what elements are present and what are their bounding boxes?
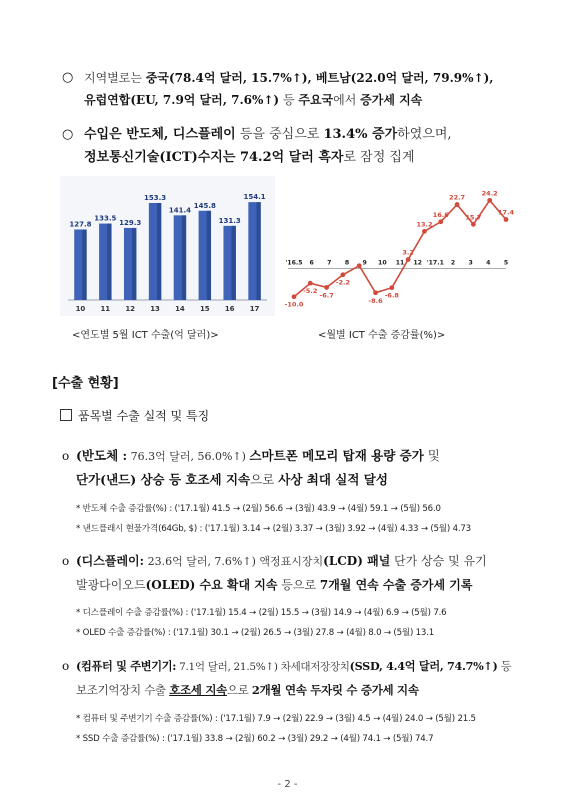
data-point: [504, 217, 509, 222]
text-bold: 2개월 연속 두자릿 수 증가세 지속: [251, 683, 419, 697]
point-value-label: -6.7: [319, 291, 334, 300]
x-tick-label: 10: [75, 305, 86, 313]
annual-export-bar-chart: [60, 176, 275, 316]
bar-shade-16: [232, 226, 236, 300]
text-bold: 사상 최대 실적 달성: [278, 472, 388, 487]
data-point: [438, 219, 443, 224]
text-bold: 유럽연합(EU, 7.9억 달러, 7.6%↑): [84, 93, 280, 107]
x-tick-label: 8: [344, 259, 350, 267]
bar-value-label: 145.8: [193, 201, 216, 210]
bar-value-label: 133.5: [94, 214, 117, 223]
text-bold: 단가(낸드) 상승 등 호조세 지속: [76, 472, 251, 487]
section-subtitle: [60, 407, 209, 424]
semiconductor-note-1: * 반도체 수출 증감률(%) : ('17.1월) 41.5 → (2월) 56.6 → (3월) 43.9 → (4월) 59.1 → (5월) 56.0: [76, 504, 441, 514]
intro-paragraph-2-line-1: [84, 127, 452, 143]
data-point: [308, 281, 313, 286]
note-text: 낸드플래시 현물가격(64Gb, $) : ('17.1월) 3.14 → (2월) 3.37 → (3월) 3.92 → (4월) 4.33 → (5월) 4.73: [82, 524, 471, 534]
text-bold: 증가세 지속: [360, 93, 423, 107]
semiconductor-line-2: [76, 472, 388, 488]
x-tick-label: 14: [175, 305, 185, 313]
point-value-label: 15.7: [465, 213, 482, 222]
point-value-label: -10.0: [284, 300, 304, 309]
monthly-growth-line-chart: [282, 176, 517, 316]
x-tick-label: 15: [199, 305, 210, 313]
text: 하였으며,: [397, 127, 452, 142]
text: 등: [497, 660, 512, 673]
text-bold: (OLED) 수요 확대 지속: [145, 578, 278, 592]
x-tick-label: '17.1: [426, 259, 444, 267]
x-tick-label: '16.5: [285, 259, 303, 267]
point-value-label: 16.6: [432, 210, 449, 219]
x-tick-label: 4: [486, 259, 491, 267]
text: 에서: [333, 93, 361, 107]
x-tick-label: 2: [450, 259, 456, 267]
intro-paragraph-2-line-2: [84, 150, 415, 166]
circle-bullet-icon: ○: [62, 127, 74, 142]
bar-shade-11: [107, 224, 111, 300]
bar-shade-15: [207, 211, 211, 300]
o-bullet-icon: o: [62, 659, 70, 673]
text: 및: [423, 448, 440, 463]
bar-chart-caption: <연도별 5월 ICT 수출(억 달러)>: [72, 330, 219, 341]
display-line-1: [76, 553, 487, 570]
text: 등: [279, 93, 299, 107]
text-bold: 수입은 반도체, 디스플레이: [84, 127, 236, 142]
x-tick-label: 13: [150, 305, 160, 313]
text-bold: 중국(78.4억 달러, 15.7%↑), 베트남(22.0억 달러, 79.9%↑),: [145, 71, 494, 85]
data-point: [373, 290, 378, 295]
bar-value-label: 131.3: [218, 216, 241, 225]
point-value-label: 22.7: [449, 193, 466, 202]
bar-shade-10: [82, 229, 86, 300]
point-value-label: -2.2: [335, 278, 351, 287]
bar-value-label: 129.3: [119, 218, 142, 227]
text: 으로: [250, 472, 279, 487]
text-bold: 정보통신기술(ICT)수지는 74.2억 달러 흑자: [84, 150, 344, 165]
text-bold: 호조세 지속: [169, 683, 227, 697]
computer-note-1: * 컴퓨터 및 주변기기 수출 증감률(%) : ('17.1월) 7.9 → (2월) 22.9 → (3월) 4.5 → (4월) 24.0 → (5월) 21.5: [76, 714, 476, 724]
computer-line-2: [76, 682, 419, 698]
x-tick-label: 11: [395, 259, 405, 267]
text-bold: (반도체 :: [76, 448, 128, 463]
bar-value-label: 154.1: [243, 193, 266, 202]
point-value-label: -6.8: [384, 291, 399, 300]
subtitle-text: 품목별 수출 실적 및 특징: [78, 409, 210, 423]
text: 23.6억 달러, 7.6%↑) 액정표시장치: [144, 555, 324, 568]
bar-shade-14: [182, 215, 186, 300]
note-text: 반도체 수출 증감률(%) : ('17.1월) 41.5 → (2월) 56.6 → (3월) 43.9 → (4월) 59.1 → (5월) 56.0: [82, 504, 441, 514]
text-bold: (컴퓨터 및 주변기기:: [76, 659, 177, 673]
data-point: [292, 294, 297, 299]
note-text: 디스플레이 수출 증감률(%) : ('17.1월) 15.4 → (2월) 15.5 → (3월) 14.9 → (4월) 6.9 → (5월) 7.6: [82, 608, 447, 618]
display-note-1: * 디스플레이 수출 증감률(%) : ('17.1월) 15.4 → (2월) 15.5 → (3월) 14.9 → (4월) 6.9 → (5월) 7.6: [76, 608, 447, 618]
circle-bullet-icon: ○: [62, 70, 74, 85]
intro-paragraph-1-line-2: [84, 92, 422, 108]
x-tick-label: 6: [309, 259, 314, 267]
o-bullet-icon: o: [62, 554, 70, 568]
o-bullet-icon: o: [62, 449, 70, 463]
x-tick-label: 3: [468, 259, 473, 267]
point-value-label: 24.2: [481, 189, 498, 198]
x-tick-label: 9: [362, 259, 367, 267]
bar-value-label: 141.4: [168, 206, 192, 215]
data-point: [324, 285, 329, 290]
bar-value-label: 127.8: [69, 220, 92, 229]
note-text: OLED 수출 증감률(%) : ('17.1월) 30.1 → (2월) 26.5 → (3월) 27.8 → (4월) 8.0 → (5월) 13.1: [82, 628, 434, 638]
x-tick-label: 7: [327, 259, 332, 267]
data-point: [422, 229, 427, 234]
bar-shade-17: [256, 202, 260, 300]
note-text: 컴퓨터 및 주변기기 수출 증감률(%) : ('17.1월) 7.9 → (2월) 22.9 → (3월) 4.5 → (4월) 24.0 → (5월) 21.5: [82, 714, 476, 724]
bar-value-label: 153.3: [143, 193, 167, 202]
data-point: [389, 285, 394, 290]
point-value-label: 13.2: [416, 220, 433, 229]
text: 등을 중심으로: [235, 127, 324, 142]
x-tick-label: 17: [249, 305, 260, 313]
data-point: [455, 202, 460, 207]
point-value-label: 17.4: [497, 208, 515, 217]
text: 으로: [226, 683, 252, 697]
point-value-label: -5.2: [303, 287, 318, 296]
bar-shade-12: [132, 228, 136, 300]
checkbox-square-icon: [60, 409, 72, 421]
text: 단가 상승 및 유기: [390, 554, 487, 568]
text-bold: 주요국: [298, 93, 334, 107]
semiconductor-line-1: [76, 448, 440, 465]
semiconductor-note-2: * 낸드플래시 현물가격(64Gb, $) : ('17.1월) 3.14 → (2월) 3.37 → (3월) 3.92 → (4월) 4.33 → (5월) 4.73: [76, 524, 471, 534]
display-line-2: [76, 577, 472, 593]
data-point: [406, 257, 411, 262]
text: 76.3억 달러, 56.0%↑): [127, 450, 250, 463]
text-bold: 스마트폰 메모리 탑재 용량 증가: [249, 448, 424, 463]
note-text: SSD 수출 증감률(%) : ('17.1월) 33.8 → (2월) 60.2 → (3월) 29.2 → (4월) 74.1 → (5월) 74.7: [82, 734, 434, 744]
text: 지역별로는: [84, 71, 146, 85]
intro-paragraph-1-line-1: [84, 70, 493, 86]
display-note-2: * OLED 수출 증감률(%) : ('17.1월) 30.1 → (2월) 26.5 → (3월) 27.8 → (4월) 8.0 → (5월) 13.1: [76, 628, 434, 638]
text-bold: 13.4% 증가: [323, 127, 398, 142]
line-chart-caption: <월별 ICT 수출 증감률(%)>: [318, 330, 446, 341]
data-point: [471, 222, 476, 227]
point-value-label: 3.2: [402, 248, 414, 257]
data-point: [487, 198, 492, 203]
text-bold: (디스플레이:: [76, 554, 145, 568]
text: 보조기억장치 수출: [76, 683, 170, 697]
text-bold: (SSD, 4.4억 달러, 74.7%↑): [349, 659, 498, 673]
x-tick-label: 5: [503, 259, 509, 267]
x-tick-label: 10: [378, 259, 387, 267]
data-point: [357, 263, 362, 268]
x-tick-label: 11: [100, 305, 111, 313]
text: 7.1억 달러, 21.5%↑) 차세대저장장치: [176, 661, 350, 673]
page-number: - 2 -: [277, 779, 298, 790]
text-bold: (LCD) 패널: [323, 554, 391, 568]
bar-shade-13: [157, 203, 161, 300]
computer-note-2: * SSD 수출 증감률(%) : ('17.1월) 33.8 → (2월) 60.2 → (3월) 29.2 → (4월) 74.1 → (5월) 74.7: [76, 734, 434, 744]
x-tick-label: 16: [224, 305, 235, 313]
text: 로 잠정 집계: [343, 150, 415, 165]
text: 등으로: [277, 578, 320, 592]
computer-line-1: [76, 658, 511, 675]
section-title: [수출 현황]: [52, 376, 119, 391]
text: 발광다이오드: [76, 578, 146, 592]
x-tick-label: 12: [125, 305, 136, 313]
point-value-label: -8.6: [368, 296, 383, 305]
x-tick-label: 12: [413, 259, 422, 267]
data-point: [341, 272, 346, 277]
text-bold: 7개월 연속 수출 증가세 기록: [319, 578, 473, 592]
